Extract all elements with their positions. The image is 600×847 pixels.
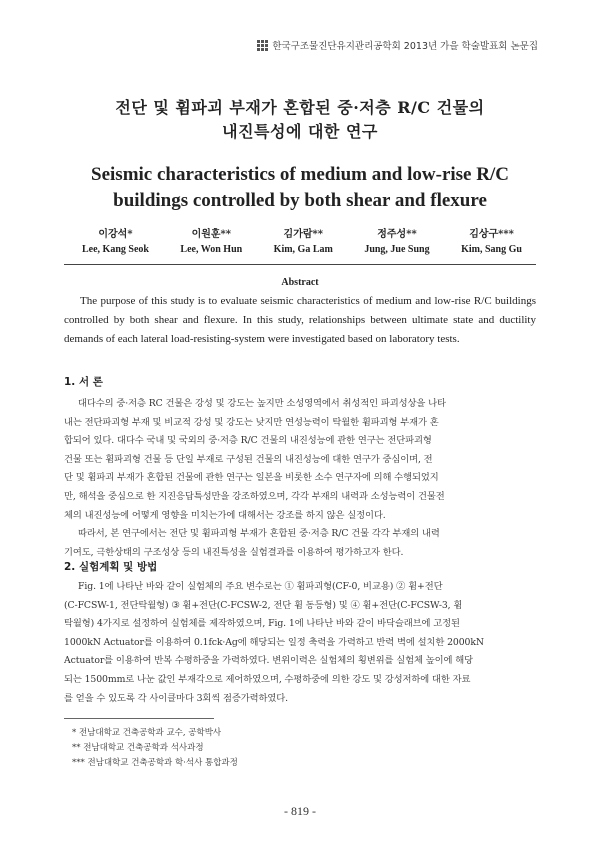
text-line: 단 및 휨파괴 부재가 혼합된 건물에 관한 연구는 일본을 비롯한 소수 연구자에 의해 수행되었지 — [64, 472, 439, 484]
section-body-test-plan — [64, 578, 536, 708]
text-line: Actuator를 이용하여 반복 수평하중을 가력하였다. 변위이력은 실험체의 횡변위를 실험체 높이에 해당 — [64, 655, 474, 667]
divider — [64, 264, 536, 265]
author — [180, 228, 242, 258]
author — [82, 228, 149, 258]
text-line: 되는 1500mm로 나눈 값인 부재각으로 제어하였으며, 수평하중에 의한 강도 및 강성저하에 대한 자료 — [64, 673, 471, 685]
text-line: 건물 또는 휨파괴형 건물 등 단일 부재로 구성된 건물의 내진성능에 대한 연구가 중심이며, 전 — [64, 453, 433, 465]
running-header — [257, 38, 538, 52]
author-name-en: Lee, Kang Seok — [82, 244, 149, 255]
dots-icon — [257, 40, 268, 51]
korean-title-line: 전단 및 휨파괴 부재가 혼합된 중·저층 R/C 건물의 — [115, 98, 485, 117]
text-line: (C-FCSW-1, 전단탁월형) ③ 휨+전단(C-FCSW-2, 전단 휨 동등형) 및 ④ 휨+전단(C-FCSW-3, 휨 — [64, 599, 463, 611]
english-title — [0, 162, 600, 214]
text-line: 합되어 있다. 대다수 국내 및 국외의 중·저층 R/C 건물의 내진성능에 관한 연구는 전단파괴형 — [64, 435, 432, 447]
abstract-text: The purpose of this study is to evaluate seismic characteristics of medium and low-rise R/C buildings controlled by both shear and flexure. In this study, relationships between ultimate state and ductility demands of each lateral load-resisting-system were investigated based on laboratory tests. — [64, 295, 536, 345]
author-name-ko: 이강석* — [98, 229, 133, 240]
footnotes — [72, 726, 238, 771]
author-name-en: Kim, Ga Lam — [273, 244, 333, 255]
author-name-en: Jung, Jue Sung — [364, 244, 430, 255]
footnote: * 전남대학교 건축공학과 교수, 공학박사 — [72, 728, 222, 738]
running-header-text: 한국구조물진단유지관리공학회 2013년 가을 학술발표회 논문집 — [272, 41, 538, 52]
text-line: Fig. 1에 나타난 바와 같이 실험체의 주요 변수로는 ① 휨파괴형(CF-0, 비교용) ② 휨+전단 — [78, 581, 443, 592]
page-number: - 819 - — [284, 804, 316, 818]
footnote-divider — [64, 718, 214, 719]
author — [461, 228, 522, 258]
abstract-body — [64, 292, 536, 349]
author — [364, 228, 429, 258]
author-name-ko: 정주성** — [377, 229, 417, 240]
author-name-ko: 이원훈** — [191, 229, 232, 240]
english-title-line: buildings controlled by both shear and flexure — [113, 190, 487, 211]
footnote: ** 전남대학교 건축공학과 석사과정 — [72, 743, 204, 753]
text-line: 만, 해석을 중심으로 한 지진응답특성만을 강조하였으며, 각각 부재의 내력과 소성능력이 건물전 — [64, 490, 445, 502]
text-line: 탁월형) 4가지로 설정하여 실험체를 제작하였으며, Fig. 1에 나타난 바와 같이 바닥슬래브에 고정된 — [64, 618, 460, 630]
text-line: 대다수의 중·저층 RC 건물은 강성 및 강도는 높지만 소성영역에서 취성적인 파괴성상을 나타 — [78, 398, 446, 409]
text-line: 1000kN Actuator를 이용하여 0.1fck·Ag에 해당되는 일정 축력을 가력하고 반력 벽에 설치한 2000kN — [64, 636, 484, 648]
text-line: 따라서, 본 연구에서는 전단 및 휨파괴형 부재가 혼합된 중·저층 R/C 건물 각각 부재의 내력 — [78, 528, 440, 540]
section-heading-introduction: 1. 서 론 — [64, 376, 103, 388]
author-name-en: Kim, Sang Gu — [461, 244, 522, 255]
section-body-introduction — [64, 395, 536, 562]
author-list — [82, 228, 522, 258]
english-title-line: Seismic characteristics of medium and low-rise R/C — [91, 164, 509, 185]
text-line: 체의 내진성능에 어떻게 영향을 미치는가에 대해서는 강조를 하지 않은 실정이다. — [64, 509, 386, 521]
korean-title-line: 내진특성에 대한 연구 — [222, 122, 378, 141]
author — [274, 228, 333, 258]
author-name-ko: 김가람** — [283, 229, 323, 240]
author-name-en: Lee, Won Hun — [180, 244, 243, 255]
text-line: 내는 전단파괴형 부재 및 비교적 강성 및 강도는 낮지만 연성능력이 탁월한 휨파괴형 부재가 혼 — [64, 416, 439, 428]
author-name-ko: 김상구*** — [469, 229, 514, 240]
korean-title — [0, 96, 600, 144]
section-heading-test-plan: 2. 실험계획 및 방법 — [64, 561, 158, 573]
text-line: 를 얻을 수 있도록 각 사이클마다 3회씩 점증가력하였다. — [64, 692, 289, 704]
text-line: 기여도, 극한상태의 구조성상 등의 내진특성을 실험결과를 이용하여 평가하고자 한다. — [64, 546, 404, 558]
footnote: *** 전남대학교 건축공학과 학·석사 통합과정 — [72, 758, 238, 768]
abstract-heading: Abstract — [281, 277, 319, 288]
